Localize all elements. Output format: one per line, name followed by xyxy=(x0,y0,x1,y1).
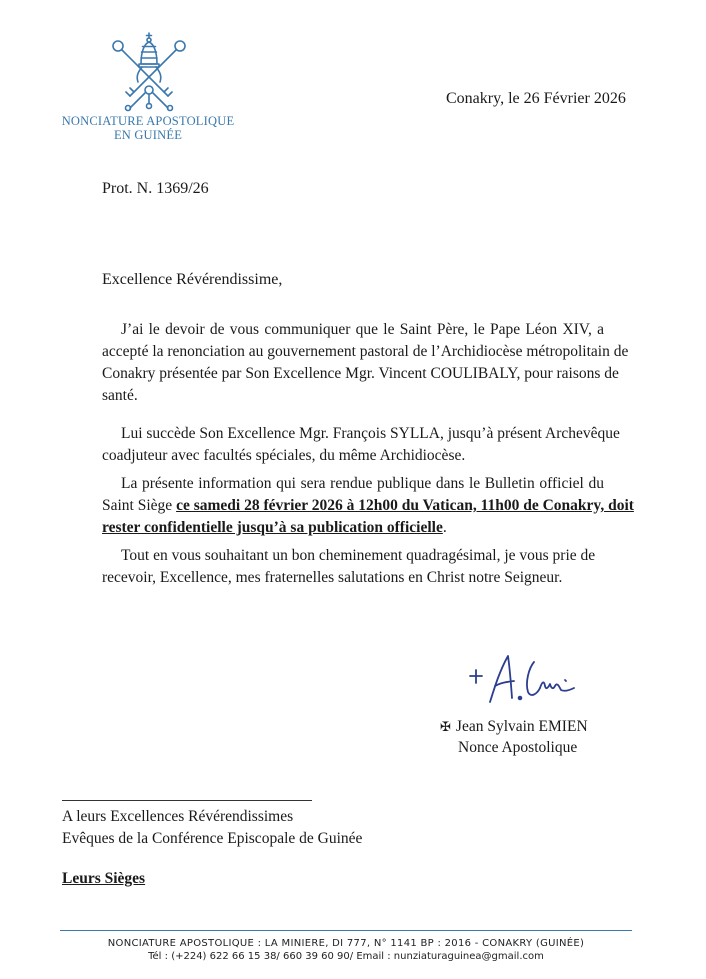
signatory-title: Nonce Apostolique xyxy=(458,739,578,756)
leurs-sieges: Leurs Sièges xyxy=(62,870,146,887)
body-paragraph-3 xyxy=(102,473,634,539)
protocol-number: Prot. N. 1369/26 xyxy=(102,180,209,197)
body-paragraph-2 xyxy=(102,423,620,467)
body-paragraph-1 xyxy=(102,319,629,407)
footer-contact: Tél : (+224) 622 66 15 38/ 660 39 60 90/ Email : nunziaturaguinea@gmail.com xyxy=(148,951,544,962)
papal-keys-tiara-crest-icon xyxy=(108,30,190,112)
p3-line-3 xyxy=(102,517,604,539)
letter-date: Conakry, le 26 Février 2026 xyxy=(446,90,626,107)
signatory-block xyxy=(440,716,588,758)
addressees xyxy=(62,806,362,850)
p3-line-3-end: . xyxy=(442,519,447,536)
addressee-divider xyxy=(62,800,312,801)
p3-line-2 xyxy=(102,495,634,517)
body-paragraph-4 xyxy=(102,545,604,589)
salutation: Excellence Révérendissime, xyxy=(102,271,283,288)
p1-line-1: J’ai le devoir de vous communiquer que le Saint Père, le Pape Léon XIV, a xyxy=(121,321,604,338)
footer-divider xyxy=(60,930,632,931)
handwritten-signature xyxy=(462,650,602,708)
p1-line-3: Conakry présentée par Son Excellence Mgr. Vincent COULIBALY, pour raisons de xyxy=(102,365,619,382)
p3-line-3-bold: rester confidentielle jusqu’à sa publication officielle xyxy=(102,519,443,536)
p3-line-1: La présente information qui sera rendue publique dans le Bulletin officiel du xyxy=(121,475,604,492)
signatory-name-line xyxy=(440,716,588,737)
nunciature-name xyxy=(58,114,238,142)
p4-line-2: recevoir, Excellence, mes fraternelles salutations en Christ notre Seigneur. xyxy=(102,569,563,586)
signatory-name: Jean Sylvain EMIEN xyxy=(455,718,588,735)
episcopal-cross-icon: ✠ xyxy=(440,719,451,734)
p1-line-2: accepté la renonciation au gouvernement pastoral de l’Archidiocèse métropolitain de xyxy=(102,343,629,360)
org-line-1: NONCIATURE APOSTOLIQUE xyxy=(61,114,235,128)
p2-line-2: coadjuteur avec facultés spéciales, du même Archidiocèse. xyxy=(102,447,466,464)
p1-line-4: santé. xyxy=(102,387,138,404)
addressee-line-2: Evêques de la Conférence Episcopale de Guinée xyxy=(62,830,363,847)
p3-line-2-plain: Saint Siège xyxy=(102,497,177,514)
p3-line-2-bold: ce samedi 28 février 2026 à 12h00 du Vatican, 11h00 de Conakry, doit xyxy=(176,497,634,514)
letter-footer xyxy=(60,937,632,963)
p4-line-1: Tout en vous souhaitant un bon cheminement quadragésimal, je vous prie de xyxy=(121,547,596,564)
org-line-2: EN GUINÉE xyxy=(113,128,183,142)
footer-address: NONCIATURE APOSTOLIQUE : LA MINIERE, DI 777, N° 1141 BP : 2016 - CONAKRY (GUINÉE) xyxy=(107,938,585,949)
addressee-line-1: A leurs Excellences Révérendissimes xyxy=(62,808,294,825)
p2-line-1: Lui succède Son Excellence Mgr. François SYLLA, jusqu’à présent Archevêque xyxy=(121,425,620,442)
